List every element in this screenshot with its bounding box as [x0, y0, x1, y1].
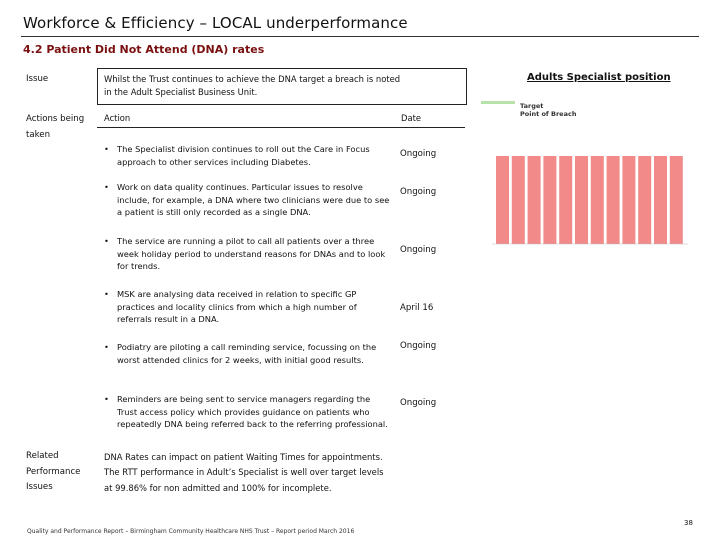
- related-text: DNA Rates can impact on patient Waiting Times for appointments. The RTT performance in Adult’s Specialist is well over target levels at 99.86% for non admitted and 100% for incomplete.: [104, 452, 384, 493]
- table-divider: [97, 127, 465, 128]
- actions-label: Actions being taken: [26, 114, 85, 140]
- bar: [543, 156, 556, 244]
- bar: [512, 156, 525, 244]
- bullet-dot: •: [104, 289, 109, 299]
- action-date: Ongoing: [400, 149, 437, 159]
- bars-group: [492, 156, 688, 244]
- bar: [528, 156, 541, 244]
- legend-breach: Point of Breach: [520, 110, 577, 118]
- legend-target: Target: [520, 102, 544, 110]
- adults-specialist-heading: Adults Specialist position: [527, 72, 671, 83]
- action-date: Ongoing: [400, 245, 437, 255]
- page-title: Workforce & Efficiency – LOCAL underperformance: [23, 14, 408, 32]
- action-date: Ongoing: [400, 341, 437, 351]
- bar: [638, 156, 651, 244]
- bullet-dot: •: [104, 394, 109, 404]
- bar: [670, 156, 683, 244]
- action-text: MSK are analysing data received in relation to specific GP practices and locality clinics from which a high number of referrals result in a DNA.: [117, 289, 357, 325]
- bullet-dot: •: [104, 342, 109, 352]
- title-rule: [21, 36, 699, 37]
- action-text: Reminders are being sent to service managers regarding the Trust access policy which provides guidance on patients who repeatedly DNA being referred back to the referring professional.: [117, 394, 388, 430]
- date-header: Date: [401, 113, 422, 123]
- bar: [496, 156, 509, 244]
- action-text: The Specialist division continues to roll out the Care in Focus approach to other services including Diabetes.: [117, 144, 370, 167]
- footer-text: Quality and Performance Report – Birmingham Community Healthcare NHS Trust – Report period March 2016: [27, 528, 355, 535]
- page-number: 38: [684, 519, 693, 527]
- action-date: Ongoing: [400, 398, 437, 408]
- issue-label: Issue: [26, 74, 49, 84]
- dna-rate-chart: [478, 98, 693, 268]
- legend-target-swatch: [481, 101, 515, 104]
- action-date: April 16: [400, 303, 434, 313]
- bar: [654, 156, 667, 244]
- bullet-dot: •: [104, 144, 109, 154]
- bullet-dot: •: [104, 236, 109, 246]
- bar: [575, 156, 588, 244]
- section-heading: 4.2 Patient Did Not Attend (DNA) rates: [23, 43, 265, 56]
- bar: [591, 156, 604, 244]
- action-text: Work on data quality continues. Particular issues to resolve include, for example, a DNA where two clinicians were due to see a patient is still only recorded as a single DNA.: [117, 182, 390, 218]
- action-text: The service are running a pilot to call all patients over a three week holiday period to understand reasons for DNAs and to look for trends.: [117, 236, 386, 272]
- bullet-dot: •: [104, 182, 109, 192]
- bar: [559, 156, 572, 244]
- bar: [607, 156, 620, 244]
- bar: [622, 156, 635, 244]
- action-date: Ongoing: [400, 187, 437, 197]
- action-text: Podiatry are piloting a call reminding service, focussing on the worst attended clinics for 2 weeks, with initial good results.: [117, 342, 377, 365]
- action-header: Action: [104, 113, 131, 123]
- related-label: Related Performance Issues: [26, 451, 81, 492]
- issue-text: Whilst the Trust continues to achieve the DNA target a breach is noted in the Adult Specialist Business Unit.: [104, 74, 401, 97]
